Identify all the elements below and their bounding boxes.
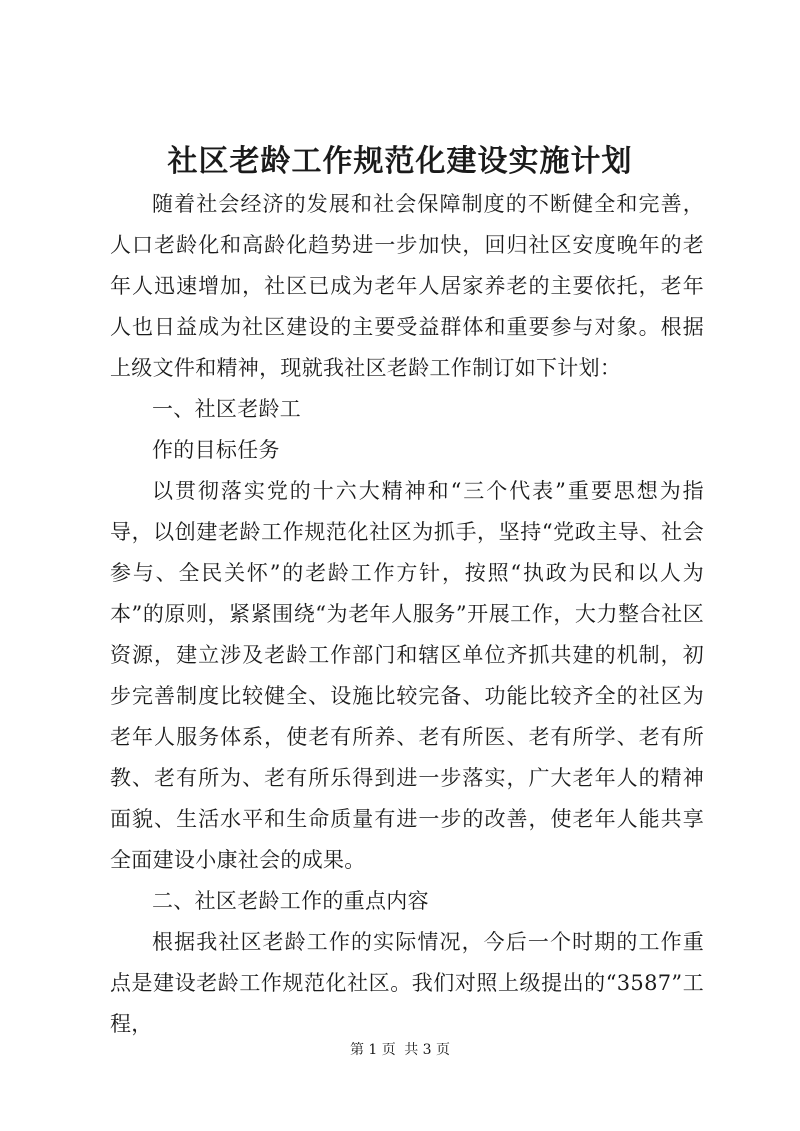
document-body [110, 184, 704, 1045]
page-number: 第 1 页 [349, 1042, 396, 1058]
section-heading-1a: 一、社区老龄工 [152, 397, 302, 421]
paragraph-focus: 根据我社区老龄工作的实际情况，今后一个时期的工作重点是建设老龄工作规范化社区。我们对照上级提出的“3587”工程， [110, 930, 704, 1036]
paragraph-goals: 以贯彻落实党的十六大精神和“三个代表”重要思想为指导，以创建老龄工作规范化社区为抓手，坚持“党政主导、社会参与、全民关怀”的老龄工作方针，按照“执政为民和以人为本”的原则，紧紧围绕“为老年人服务”开展工作，大力整合社区资源，建立涉及老龄工作部门和辖区单位齐抓共建的机制，初步完善制度比较健全、设施比较完备、功能比较齐全的社区为老年人服务体系，使老有所养、老有所医、老有所学、老有所教、老有所为、老有所乐得到进一步落实，广大老年人的精神面貌、生活水平和生命质量有进一步的改善，使老年人能共享全面建设小康社会的成果。 [110, 479, 704, 872]
section-heading-1b: 作的目标任务 [152, 438, 280, 462]
page-total: 共 3 页 [404, 1042, 451, 1058]
page-footer [0, 1040, 800, 1060]
document-title: 社区老龄工作规范化建设实施计划 [167, 144, 633, 179]
section-heading-2: 二、社区老龄工作的重点内容 [152, 889, 429, 913]
paragraph-intro: 随着社会经济的发展和社会保障制度的不断健全和完善，人口老龄化和高龄化趋势进一步加快，回归社区安度晚年的老年人迅速增加，社区已成为老年人居家养老的主要依托，老年人也日益成为社区建设的主要受益群体和重要参与对象。根据上级文件和精神，现就我社区老龄工作制订如下计划： [110, 192, 704, 380]
